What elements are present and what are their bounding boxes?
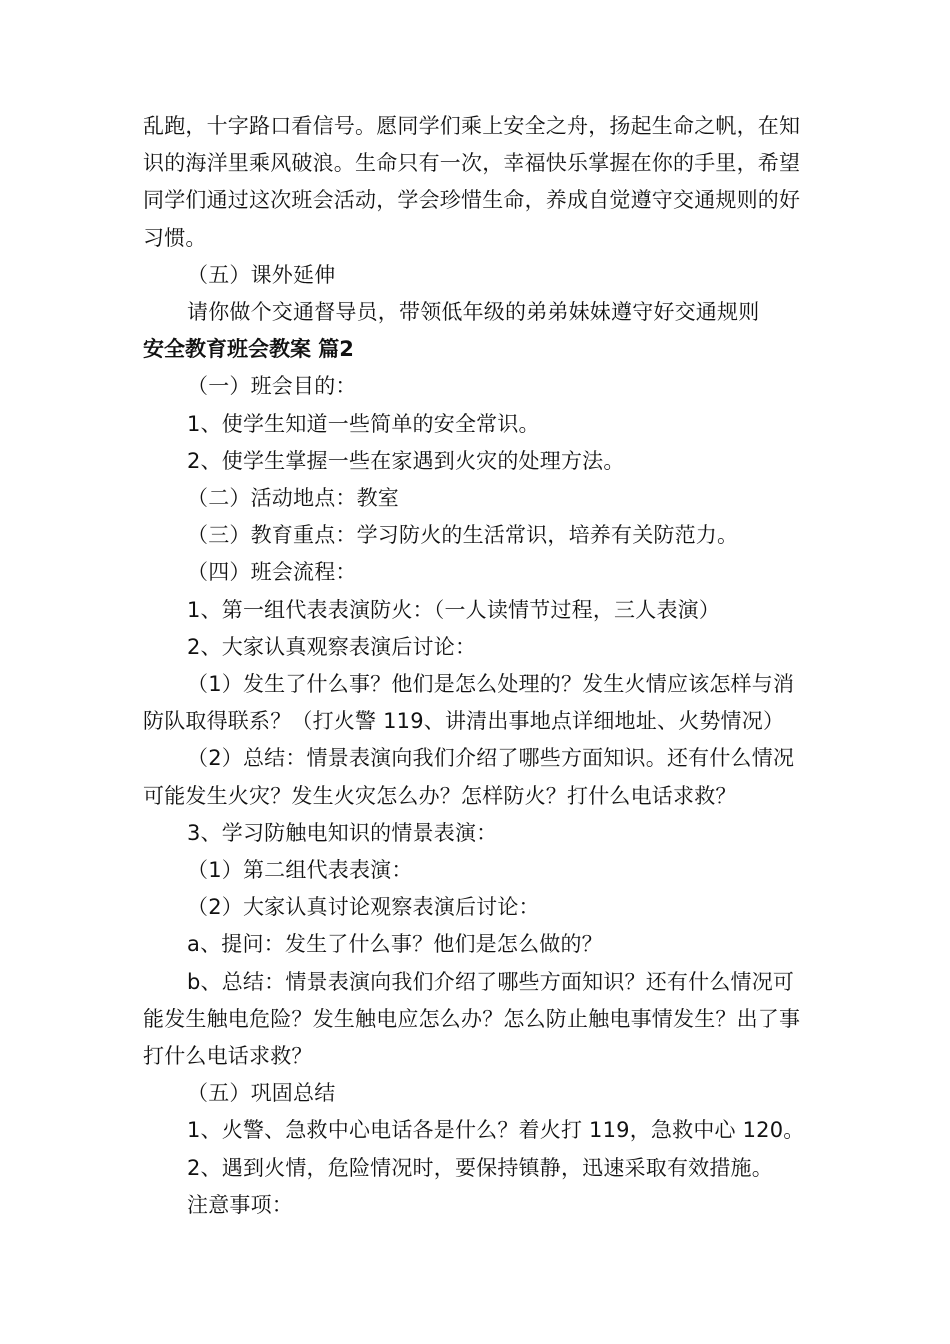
- section-heading-extension: （五）课外延伸: [187, 262, 336, 287]
- list-item: 1、使学生知道一些简单的安全常识。: [187, 411, 540, 436]
- paragraph: 请你做个交通督导员，带领低年级的弟弟妹妹遵守好交通规则: [187, 300, 760, 325]
- section-heading-location: （二）活动地点：教室: [187, 486, 399, 511]
- lesson-plan-title: 安全教育班会教案 篇2: [143, 337, 354, 362]
- sub-list-item: b、总结：情景表演向我们介绍了哪些方面知识？还有什么情况可能发生触电危险？发生触电应怎么办？怎么防止触电事情发生？出了事打什么电话求救？: [143, 969, 801, 1069]
- sub-list-item: （1）发生了什么事？他们是怎么处理的？发生火情应该怎样与消防队取得联系？（打火警 119、讲清出事地点详细地址、火势情况）: [143, 672, 795, 734]
- sub-list-item: （1）第二组代表表演：: [187, 858, 413, 883]
- list-item: 2、大家认真观察表演后讨论：: [187, 634, 477, 659]
- section-heading-process: （四）班会流程：: [187, 560, 357, 585]
- list-item: 2、使学生掌握一些在家遇到火灾的处理方法。: [187, 448, 625, 473]
- paragraph: 乱跑，十字路口看信号。愿同学们乘上安全之舟，扬起生命之帆，在知识的海洋里乘风破浪。生命只有一次，幸福快乐掌握在你的手里，希望同学们通过这次班会活动，学会珍惜生命，养成自觉遵守交通规则的好习惯。: [143, 114, 801, 250]
- sub-list-item: a、提问：发生了什么事？他们是怎么做的？: [187, 932, 603, 957]
- list-item: 1、火警、急救中心电话各是什么？着火打 119，急救中心 120。: [187, 1118, 805, 1143]
- section-heading-notes: 注意事项：: [187, 1192, 293, 1217]
- sub-list-item: （2）大家认真讨论观察表演后讨论：: [187, 895, 540, 920]
- document-body: [143, 108, 809, 1224]
- sub-list-item: （2）总结：情景表演向我们介绍了哪些方面知识。还有什么情况可能发生火灾？发生火灾怎么办？怎样防火？打什么电话求救？: [143, 746, 795, 808]
- list-item: 3、学习防触电知识的情景表演：: [187, 820, 498, 845]
- section-heading-summary: （五）巩固总结: [187, 1081, 336, 1106]
- list-item: 1、第一组代表表演防火：（一人读情节过程，三人表演）: [187, 597, 721, 622]
- section-heading-focus: （三）教育重点：学习防火的生活常识，培养有关防范力。: [187, 523, 739, 548]
- list-item: 2、遇到火情，危险情况时，要保持镇静，迅速采取有效措施。: [187, 1155, 773, 1180]
- section-heading-purpose: （一）班会目的：: [187, 374, 357, 399]
